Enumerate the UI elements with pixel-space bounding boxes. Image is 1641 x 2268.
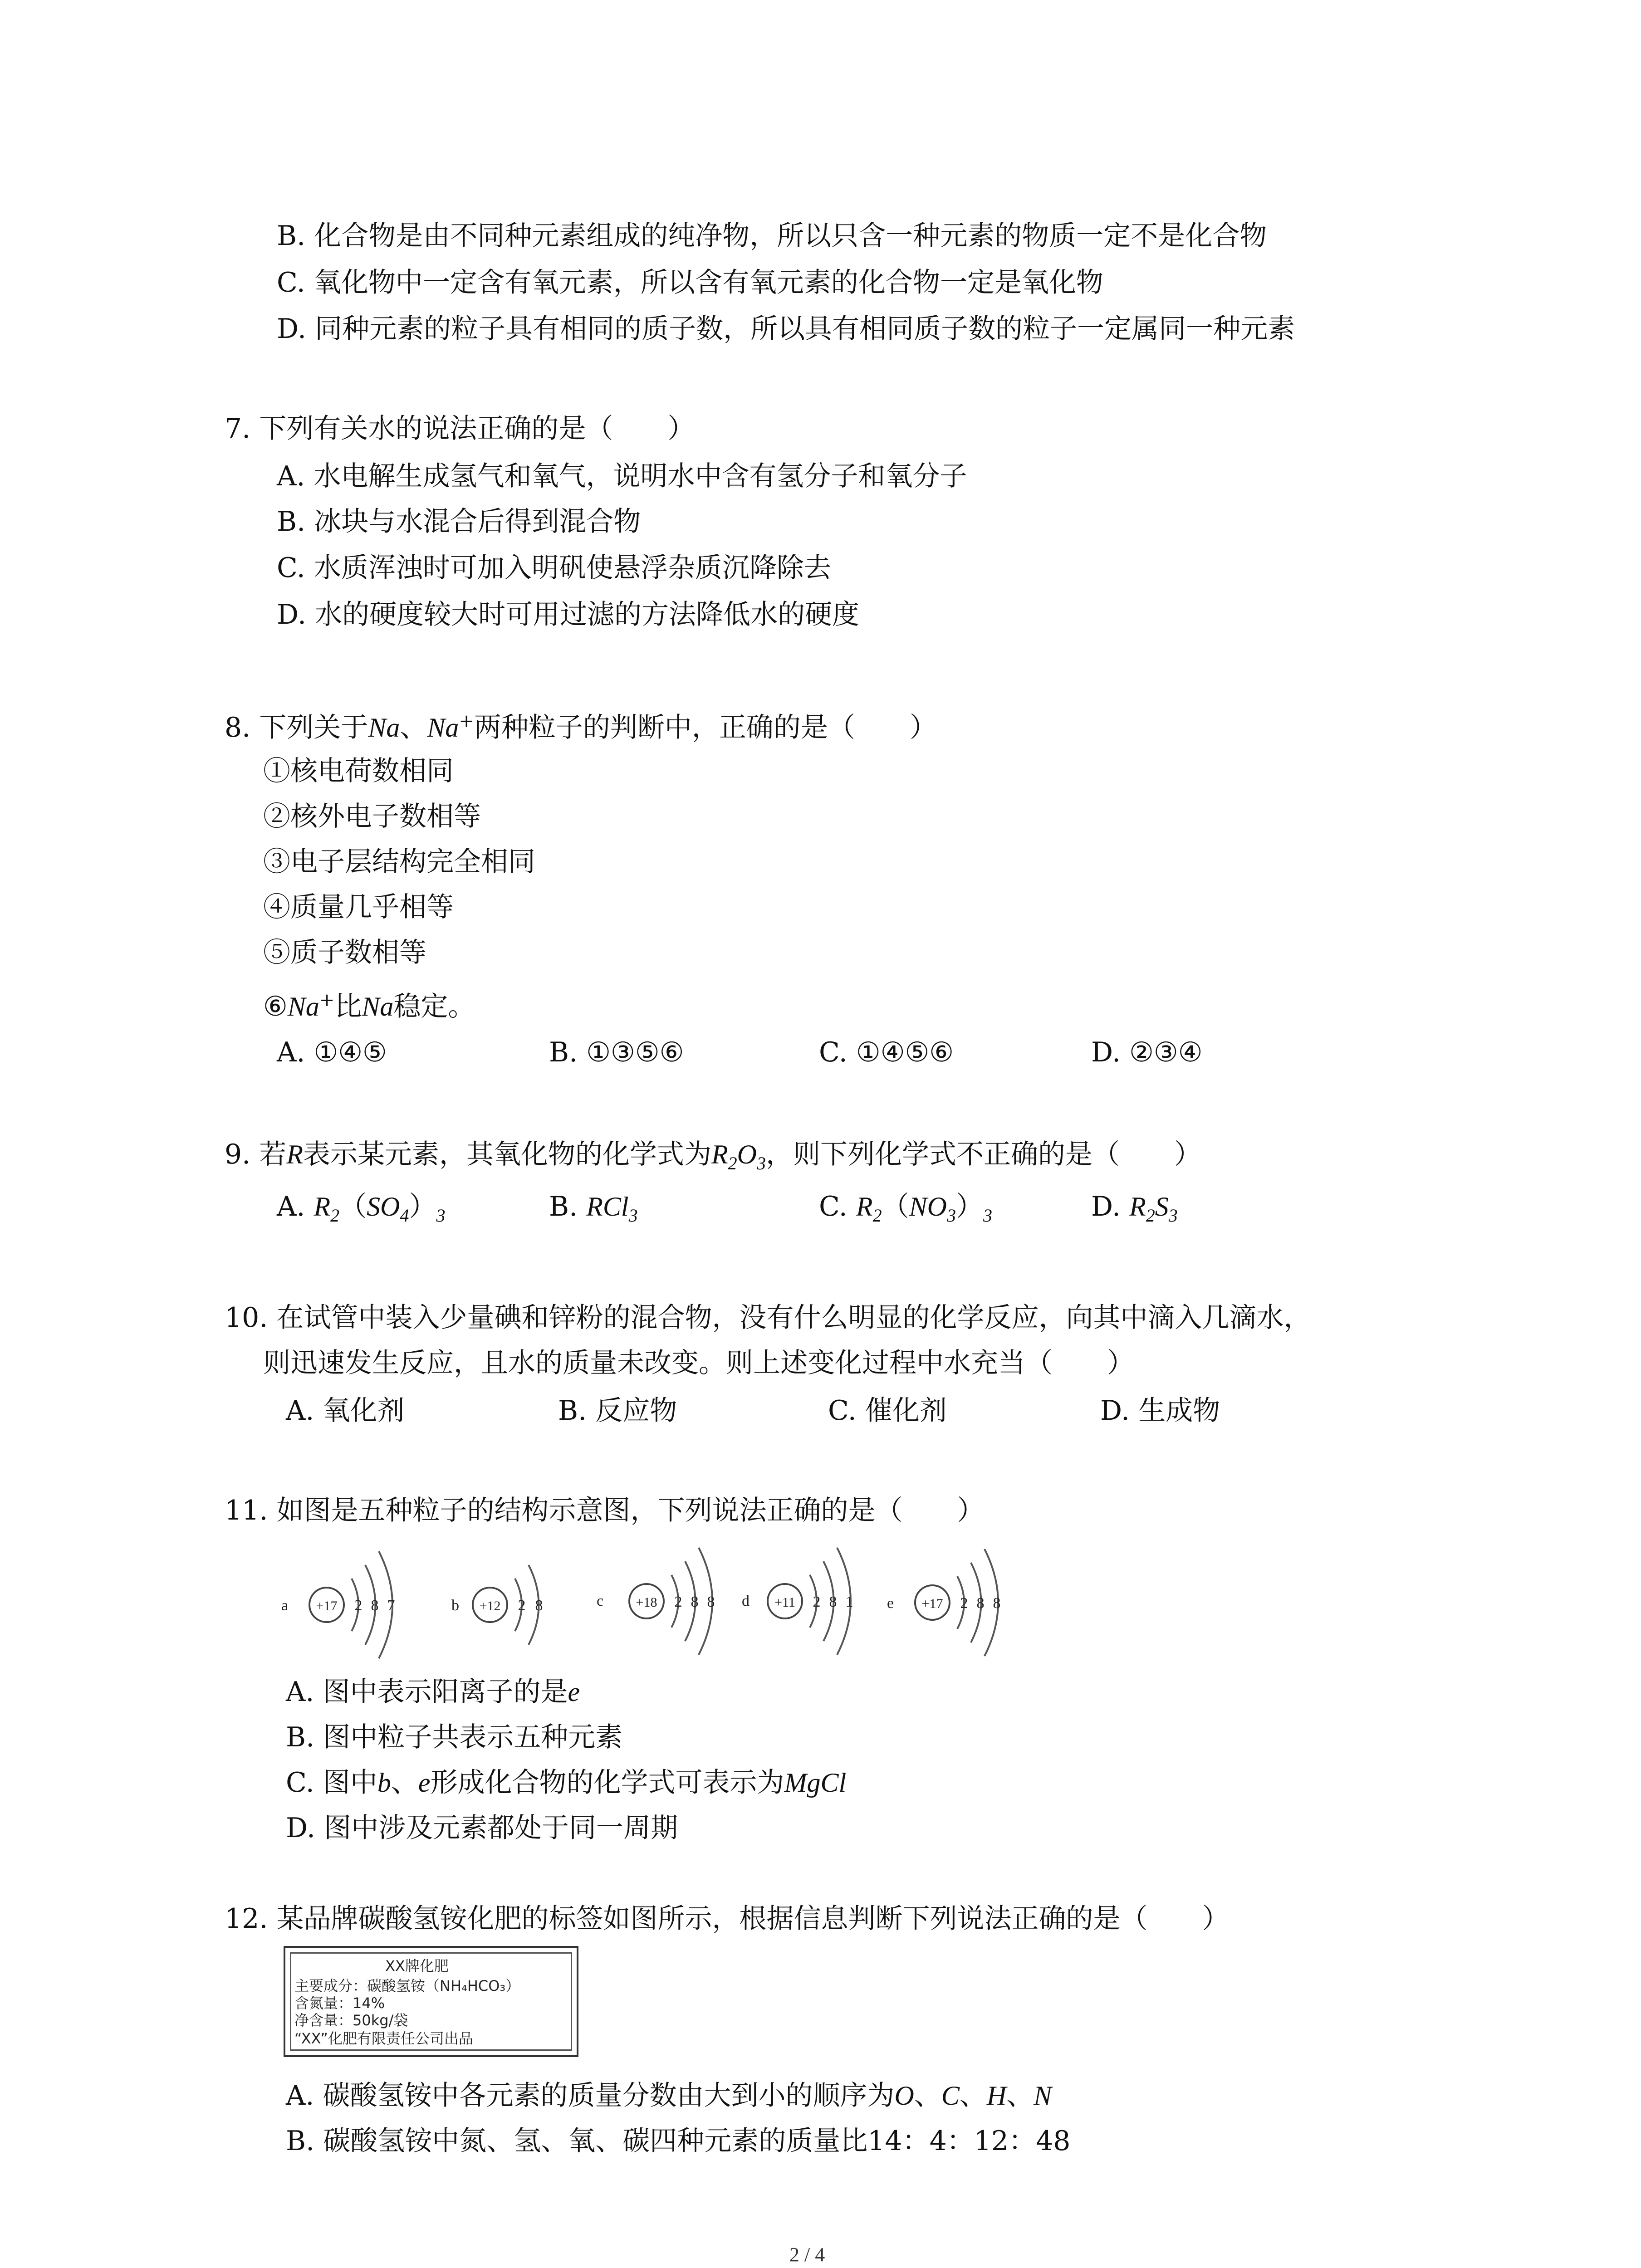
svg-text:8: 8	[993, 1595, 1001, 1612]
atom-e	[887, 1549, 1001, 1656]
svg-text:+12: +12	[479, 1598, 501, 1613]
svg-text:8: 8	[976, 1595, 985, 1612]
q8-option-b: B. ①③⑤⑥	[549, 1036, 684, 1068]
q7-option-d: D. 水的硬度较大时可用过滤的方法降低水的硬度	[277, 599, 860, 631]
svg-text:2: 2	[674, 1593, 682, 1610]
q8-option-c: C. ①④⑤⑥	[819, 1036, 954, 1068]
svg-text:2: 2	[518, 1597, 526, 1614]
svg-text:1: 1	[845, 1593, 853, 1610]
svg-text:c: c	[597, 1593, 604, 1609]
svg-text:d: d	[742, 1593, 749, 1609]
q8-statement-4: ④质量几乎相等	[263, 891, 454, 923]
label-manufacturer: “XX”化肥有限责任公司出品	[294, 2030, 473, 2047]
q12-option-a: A. 碳酸氢铵中各元素的质量分数由大到小的顺序为O、C、H、N	[286, 2080, 1052, 2112]
svg-text:2: 2	[960, 1595, 968, 1612]
svg-text:+17: +17	[921, 1596, 943, 1611]
q11-option-a: A. 图中表示阳离子的是e	[286, 1676, 580, 1708]
label-brand: XX牌化肥	[385, 1957, 449, 1975]
q7-option-c: C. 水质浑浊时可加入明矾使悬浮杂质沉降除去	[277, 552, 831, 584]
atom-c	[597, 1548, 715, 1655]
q9-option-c: C. $R_2(NO_3)_3$	[819, 1191, 992, 1226]
q10-stem-line2: 则迅速发生反应，且水的质量未改变。则上述变化过程中水充当（ ）	[263, 1347, 1134, 1379]
q8-option-a: A. ①④⑤	[277, 1036, 387, 1068]
svg-text:+18: +18	[636, 1595, 657, 1610]
q6-option-b: B. 化合物是由不同种元素组成的纯净物，所以只含一种元素的物质一定不是化合物	[277, 220, 1267, 252]
q9-option-d: D. $R_2S_3$	[1091, 1191, 1178, 1226]
q10-option-d: D. 生成物	[1100, 1395, 1220, 1427]
q10-option-c: C. 催化剂	[828, 1395, 947, 1427]
q8-statement-6: ⑥Na+比Na稳定。	[263, 990, 475, 1022]
q10-option-b: B. 反应物	[558, 1395, 677, 1427]
q9-option-a: A. $R_2(SO_4)_3$	[277, 1191, 446, 1226]
q12-stem: 12. 某品牌碳酸氢铵化肥的标签如图所示，根据信息判断下列说法正确的是（ ）	[225, 1903, 1230, 1935]
svg-text:+11: +11	[774, 1595, 795, 1610]
svg-text:+17: +17	[316, 1598, 338, 1613]
svg-text:8: 8	[829, 1593, 837, 1610]
svg-text:7: 7	[387, 1597, 395, 1614]
formula-r2o3: $R_2O_3$	[711, 1139, 766, 1173]
q7-option-b: B. 冰块与水混合后得到混合物	[277, 506, 641, 538]
atom-b	[451, 1565, 543, 1645]
atom-structure-diagram	[272, 1538, 1043, 1674]
q12-option-b: B. 碳酸氢铵中氮、氢、氧、碳四种元素的质量比14：4：12：48	[286, 2125, 1071, 2157]
svg-text:8: 8	[707, 1593, 715, 1610]
q8-statement-5: ⑤质子数相等	[263, 937, 426, 968]
q8-statement-3: ③电子层结构完全相同	[263, 846, 535, 878]
svg-text:8: 8	[691, 1593, 699, 1610]
svg-text:e: e	[887, 1595, 894, 1612]
svg-text:8: 8	[535, 1597, 543, 1614]
q8-statement-1: ①核电荷数相同	[263, 755, 454, 787]
q10-option-a: A. 氧化剂	[286, 1395, 405, 1427]
q6-option-d: D. 同种元素的粒子具有相同的质子数，所以具有相同质子数的粒子一定属同一种元素	[277, 313, 1295, 345]
q11-stem: 11. 如图是五种粒子的结构示意图，下列说法正确的是（ ）	[225, 1495, 985, 1526]
q6-option-c: C. 氧化物中一定含有氧元素，所以含有氧元素的化合物一定是氧化物	[277, 267, 1103, 298]
page-number: 2 / 4	[789, 2244, 825, 2266]
q7-stem: 7. 下列有关水的说法正确的是（ ）	[225, 413, 695, 445]
svg-text:b: b	[451, 1597, 459, 1614]
svg-text:2: 2	[354, 1597, 362, 1614]
fertilizer-label	[284, 1946, 578, 2057]
q9-stem: 9. 若R表示某元素，其氧化物的化学式为$R_2O_3$，则下列化学式不正确的是（ ）	[225, 1139, 1201, 1173]
q8-stem: 8. 下列关于Na、Na+两种粒子的判断中，正确的是（ ）	[225, 711, 937, 743]
atom-d	[742, 1548, 853, 1655]
q11-option-c: C. 图中b、e形成化合物的化学式可表示为MgCl	[286, 1767, 847, 1799]
q8-option-d: D. ②③④	[1091, 1036, 1203, 1068]
svg-text:a: a	[281, 1597, 289, 1614]
q11-option-d: D. 图中涉及元素都处于同一周期	[286, 1812, 678, 1844]
q10-stem-line1: 10. 在试管中装入少量碘和锌粉的混合物，没有什么明显的化学反应，向其中滴入几滴水，	[225, 1302, 1311, 1334]
label-net-content: 净含量：50kg/袋	[294, 2012, 408, 2029]
atom-a	[281, 1551, 395, 1658]
q8-statement-2: ②核外电子数相等	[263, 801, 481, 832]
label-main-ingredient: 主要成分：碳酸氢铵（NH₄HCO₃）	[294, 1977, 520, 1994]
label-nitrogen: 含氮量：14%	[294, 1994, 385, 2012]
q11-option-b: B. 图中粒子共表示五种元素	[286, 1721, 623, 1753]
q7-option-a: A. 水电解生成氢气和氧气，说明水中含有氢分子和氧分子	[277, 460, 967, 492]
q9-option-b: B. RCl$_3$	[549, 1191, 638, 1226]
svg-text:2: 2	[813, 1593, 821, 1610]
svg-text:8: 8	[371, 1597, 379, 1614]
